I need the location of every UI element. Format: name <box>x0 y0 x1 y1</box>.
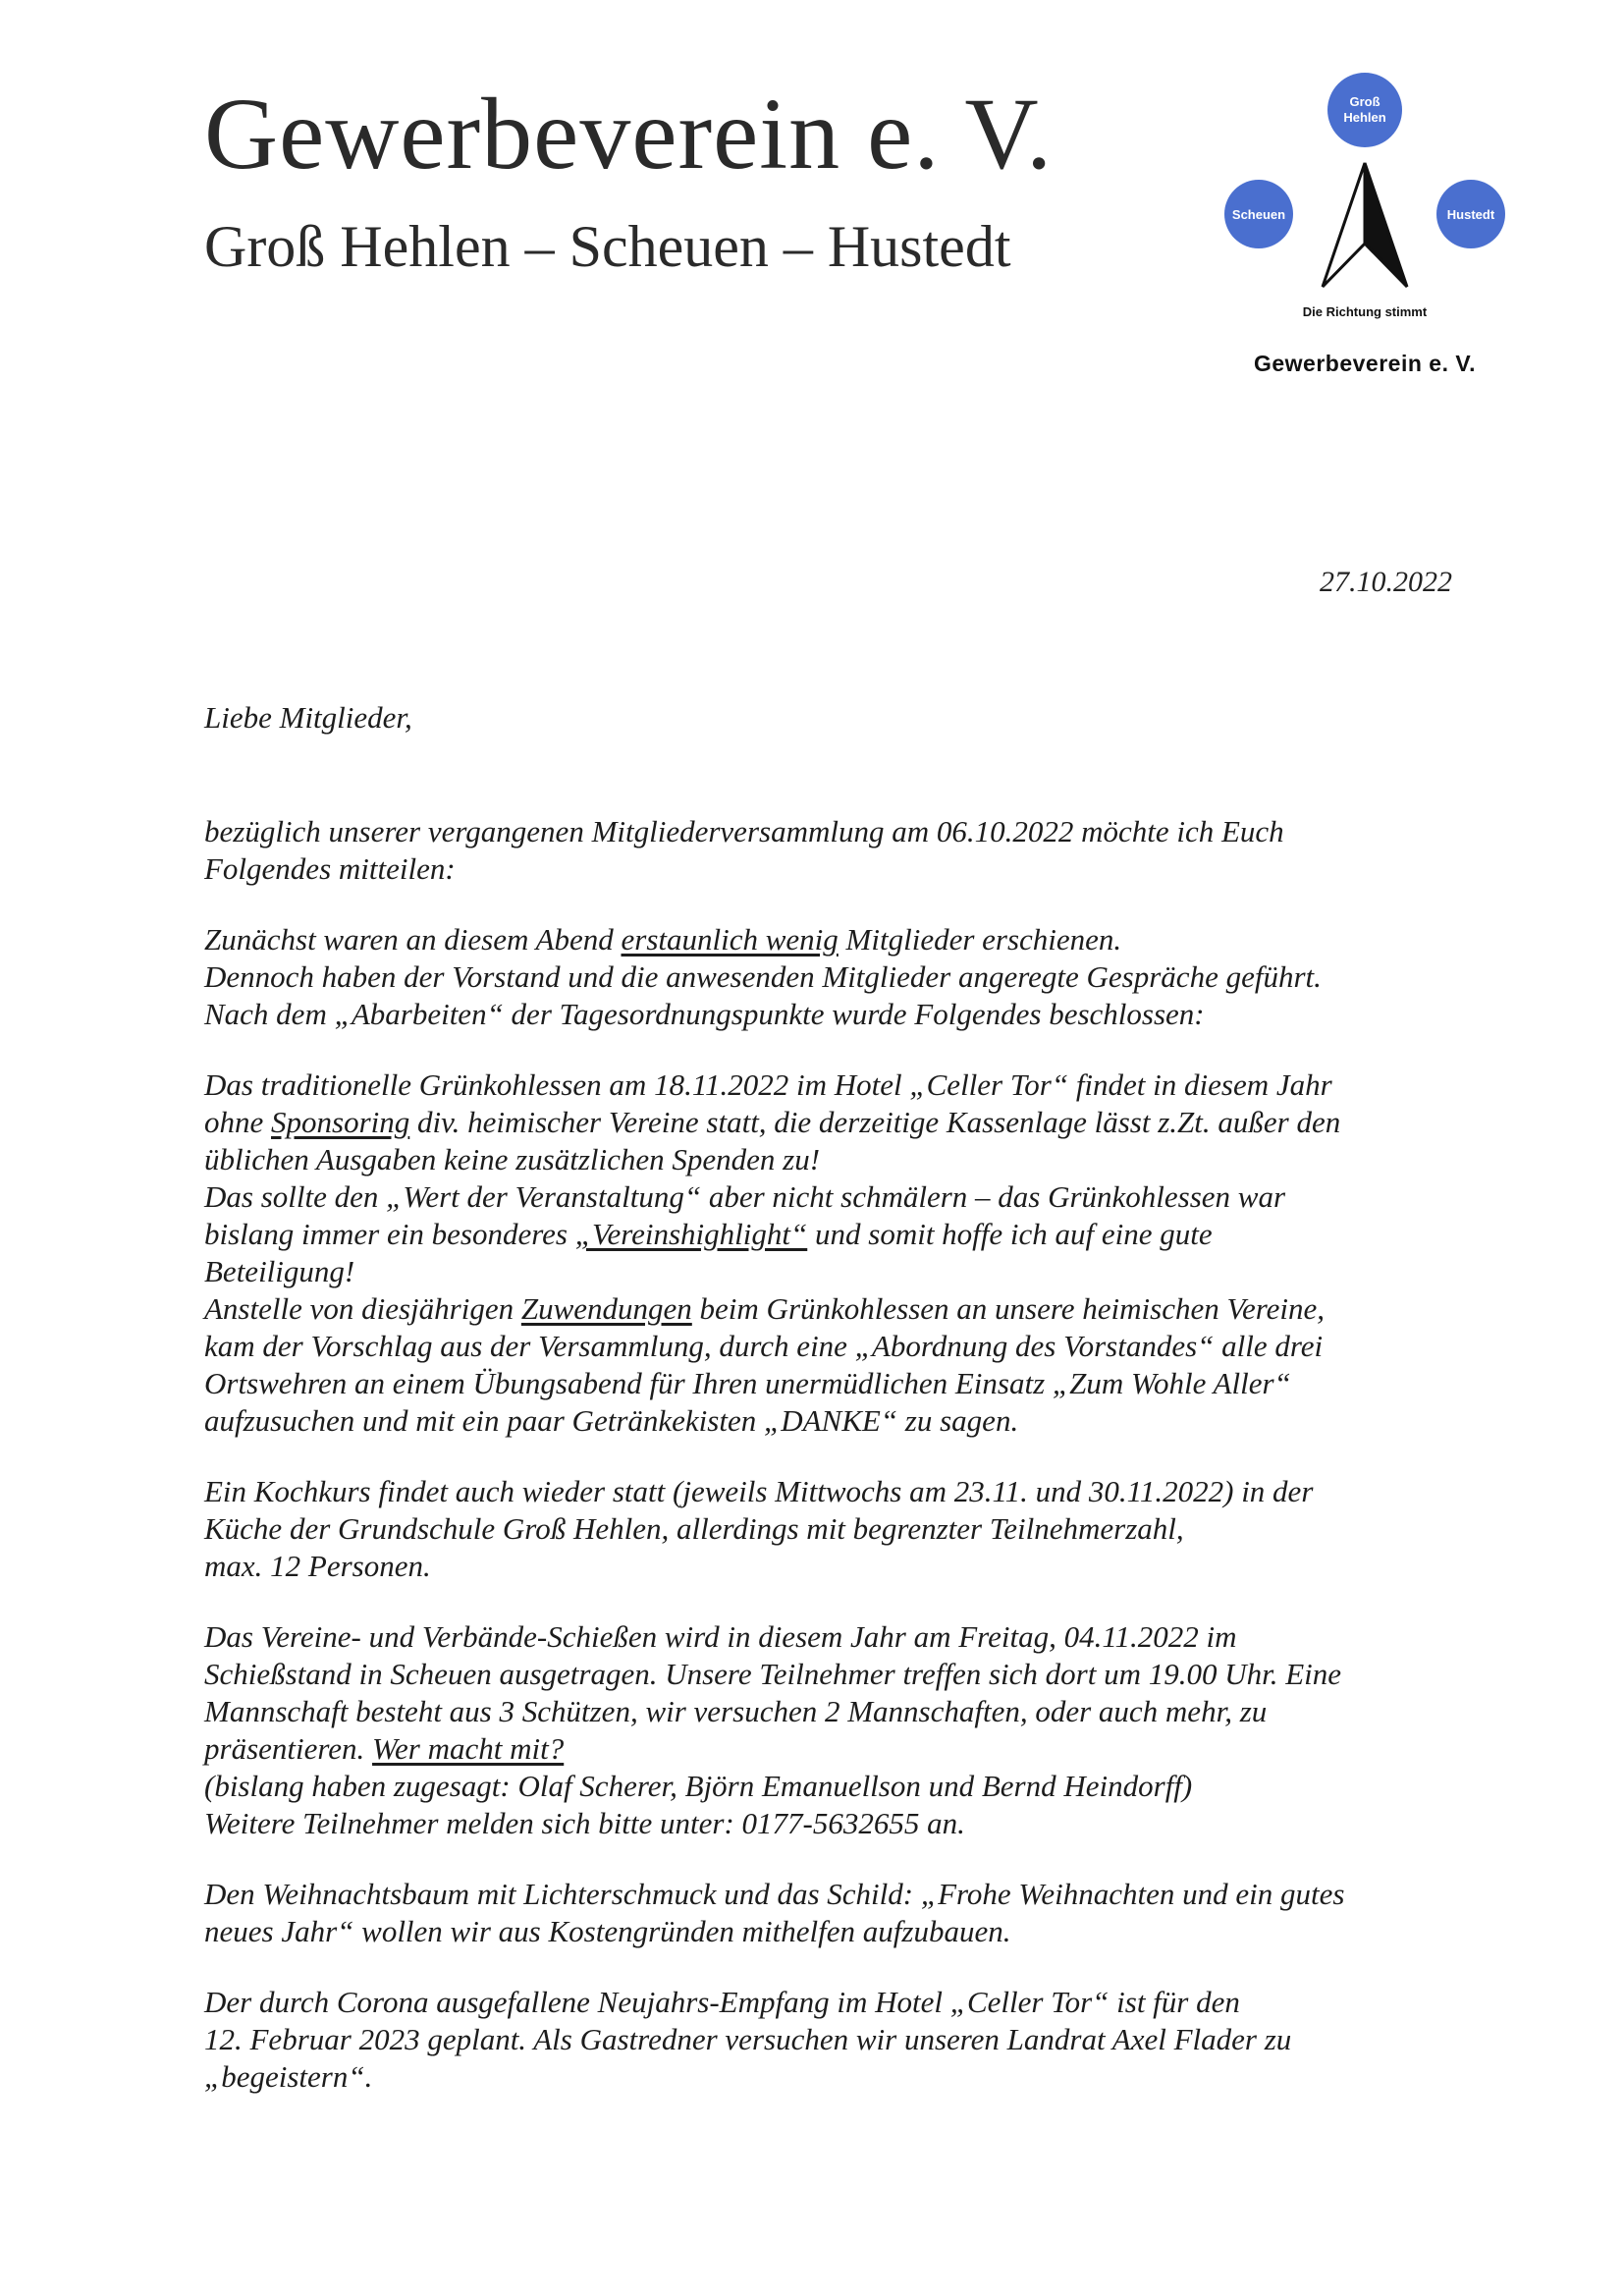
logo-slogan: Die Richtung stimmt <box>1302 304 1428 319</box>
text-line: kam der Vorschlag aus der Versammlung, durch eine „Abordnung des Vorstandes“ alle drei <box>204 1329 1324 1363</box>
underlined-text: Sponsoring <box>271 1105 410 1139</box>
text-line: präsentieren. Wer macht mit? <box>204 1731 565 1766</box>
text-line: (bislang haben zugesagt: Olaf Scherer, Björn Emanuellson und Bernd Heindorff) <box>204 1769 1193 1803</box>
letter-body <box>204 699 1451 2096</box>
text-line: aufzusuchen und mit ein paar Getränkekisten „DANKE“ zu sagen. <box>204 1403 1019 1438</box>
text-line: Anstelle von diesjährigen Zuwendungen beim Grünkohlessen an unsere heimischen Vereine, <box>204 1291 1326 1326</box>
text-line: Das Vereine- und Verbände-Schießen wird in diesem Jahr am Freitag, 04.11.2022 im <box>204 1619 1237 1654</box>
organization-subtitle: Groß Hehlen – Scheuen – Hustedt <box>204 214 1011 279</box>
logo-label-scheuen: Scheuen <box>1231 207 1286 222</box>
text-line: Mannschaft besteht aus 3 Schützen, wir versuchen 2 Mannschaften, oder auch mehr, zu <box>204 1694 1268 1728</box>
logo-label-hustedt: Hustedt <box>1446 207 1495 222</box>
text-line: Dennoch haben der Vorstand und die anwesenden Mitglieder angeregte Gespräche geführt. <box>204 959 1322 994</box>
text-line: Nach dem „Abarbeiten“ der Tagesordnungspunkte wurde Folgendes beschlossen: <box>204 997 1205 1031</box>
letter-date: 27.10.2022 <box>1320 566 1452 598</box>
text-line: Beteiligung! <box>204 1254 355 1288</box>
compass-arrow-icon <box>1323 163 1407 287</box>
underlined-text: Zuwendungen <box>520 1291 692 1326</box>
text-line: Folgendes mitteilen: <box>204 851 456 886</box>
text-line: 12. Februar 2023 geplant. Als Gastredner versuchen wir unseren Landrat Axel Flader zu <box>204 2022 1292 2056</box>
text-line: bislang immer ein besonderes „Vereinshighlight“ und somit hoffe ich auf eine gute <box>204 1217 1213 1251</box>
text-line: Das traditionelle Grünkohlessen am 18.11.2022 im Hotel „Celler Tor“ findet in diesem Jahr <box>204 1067 1332 1102</box>
paragraph-meeting <box>204 921 1451 1033</box>
text-line: Küche der Grundschule Groß Hehlen, allerdings mit begrenzter Teilnehmerzahl, <box>204 1511 1184 1546</box>
paragraph-neujahr <box>204 1984 1451 2096</box>
underlined-text: erstaunlich wenig <box>621 922 839 957</box>
text-line: „begeistern“. <box>204 2059 373 2094</box>
paragraph-intro <box>204 813 1451 888</box>
text-line: Schießstand in Scheuen ausgetragen. Unsere Teilnehmer treffen sich dort um 19.00 Uhr. Eine <box>204 1657 1342 1691</box>
text-line: Der durch Corona ausgefallene Neujahrs-Empfang im Hotel „Celler Tor“ ist für den <box>204 1985 1240 2019</box>
underlined-text: Wer macht mit? <box>372 1731 565 1766</box>
text-line: Zunächst waren an diesem Abend erstaunlich wenig Mitglieder erschienen. <box>204 922 1122 957</box>
logo-label-gross: Groß <box>1349 94 1380 109</box>
paragraph-schiessen <box>204 1618 1451 1842</box>
greeting: Liebe Mitglieder, <box>204 700 412 735</box>
text-line: üblichen Ausgaben keine zusätzlichen Spenden zu! <box>204 1142 821 1176</box>
text-line: bezüglich unserer vergangenen Mitgliederversammlung am 06.10.2022 möchte ich Euch <box>204 814 1284 848</box>
text-line: Ortswehren an einem Übungsabend für Ihren unermüdlichen Einsatz „Zum Wohle Aller“ <box>204 1366 1291 1400</box>
text-line: Ein Kochkurs findet auch wieder statt (jeweils Mittwochs am 23.11. und 30.11.2022) in der <box>204 1474 1314 1508</box>
text-line: max. 12 Personen. <box>204 1549 431 1583</box>
organization-title: Gewerbeverein e. V. <box>204 78 1054 191</box>
underlined-text: „Vereinshighlight“ <box>574 1217 808 1251</box>
logo-label-hehlen: Hehlen <box>1343 110 1386 125</box>
text-line: Weitere Teilnehmer melden sich bitte unter: 0177-5632655 an. <box>204 1806 965 1840</box>
logo-caption: Gewerbeverein e. V. <box>1253 351 1476 376</box>
text-line: Das sollte den „Wert der Veranstaltung“ aber nicht schmälern – das Grünkohlessen war <box>204 1179 1286 1214</box>
text-line: ohne Sponsoring div. heimischer Vereine statt, die derzeitige Kassenlage lässt z.Zt. außer den <box>204 1105 1341 1139</box>
paragraph-gruenkohl <box>204 1066 1451 1440</box>
text-line: neues Jahr“ wollen wir aus Kostengründen mithelfen aufzubauen. <box>204 1914 1011 1948</box>
paragraph-kochkurs <box>204 1473 1451 1585</box>
text-line: Den Weihnachtsbaum mit Lichterschmuck und das Schild: „Frohe Weihnachten und ein gutes <box>204 1877 1345 1911</box>
organization-logo <box>1222 69 1507 334</box>
paragraph-weihnachtsbaum <box>204 1876 1451 1950</box>
